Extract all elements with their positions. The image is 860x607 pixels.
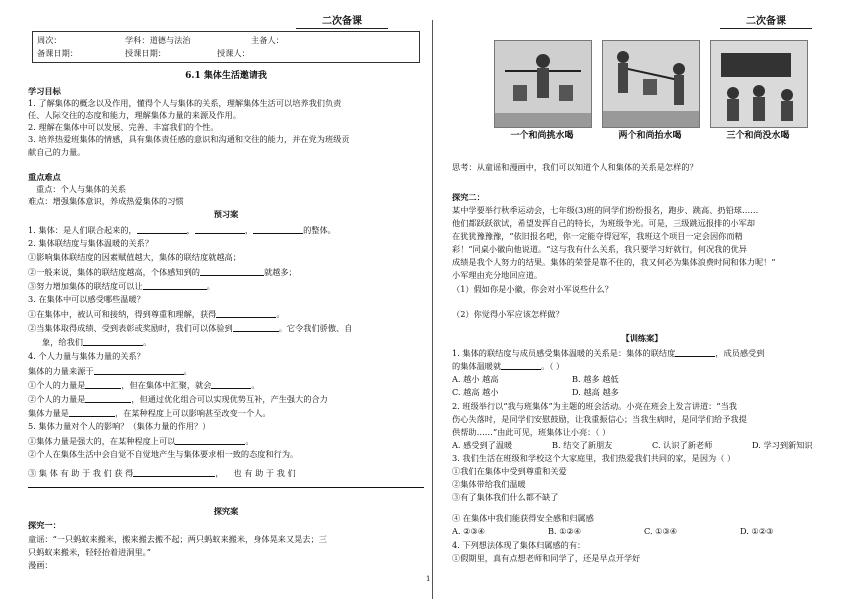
cartoon-three-monks — [710, 40, 808, 128]
blank — [69, 408, 115, 417]
preview-heading: 预习案 — [213, 209, 239, 219]
story-line: 他们都跃跃欲试，希望发挥自己的特长，为班级争光。可是，三级跳远报排的小军却 — [452, 218, 755, 228]
blank — [195, 225, 245, 234]
preview-text: ①在集体中，被认可和接纳，得到尊重和理解，获得 — [28, 308, 217, 319]
option: C. 越高 越小 — [452, 387, 499, 397]
preview-line — [28, 468, 424, 477]
preview-line — [42, 337, 424, 346]
story-line: 彩！”同桌小徽向他说道。“这与我有什么关系，我只要学习好就行，何况我的优异 — [452, 244, 747, 254]
three-monks-illustration — [711, 41, 807, 127]
question-text: 的集体温暖就 — [452, 360, 502, 371]
preview-text: 2. 集体联结度与集体温暖的关系？ — [28, 238, 154, 248]
story-line: 在犹犹豫豫豫，“依旧报名吧，你一定能夺得冠军，我班这个项目一定会因你而精 — [452, 231, 743, 241]
blank — [675, 348, 715, 357]
teach-date-label: 授课日期： — [125, 48, 166, 58]
question-1: （1）假如你是小徽，你会对小军说些什么？ — [452, 284, 613, 294]
blank — [233, 323, 279, 332]
preview-text: 象，给我们 — [42, 336, 83, 347]
header-label: 二次备课 — [720, 17, 812, 29]
cartoon-caption: 一个和尚挑水喝 — [510, 131, 574, 141]
preview-line — [28, 267, 424, 276]
week-label: 周次： — [37, 35, 62, 45]
explore2-label: 探究二： — [452, 192, 485, 202]
suffix: 。 — [142, 336, 152, 347]
suffix: 。它令我们骄傲、自 — [278, 322, 353, 333]
lesson-title: 6.1 集体生活邀请我 — [185, 71, 267, 81]
preview-text: ①影响集体联结度的因素赋值越大，集体的联结度就越高； — [28, 252, 241, 262]
blank — [216, 309, 276, 318]
t3-line: ①我们在集体中受到尊重和关爱 — [452, 466, 567, 476]
cartoon-two-monks — [602, 40, 700, 128]
blank — [94, 366, 184, 375]
option: D. 越高 越多 — [572, 387, 619, 397]
blank — [501, 361, 541, 370]
preview-text: ②个人在集体生活中会自觉不自觉地产生与集体要求相一致的态度和行为。 — [28, 449, 299, 459]
question-text: ，成员感受到 — [715, 347, 765, 358]
preview-line — [28, 309, 424, 318]
author-label: 主备人： — [251, 35, 284, 45]
preview-text: 集体力量是 — [28, 407, 69, 418]
option: B. ①②④ — [548, 526, 582, 536]
goal-line: 献自己的力量。 — [28, 147, 86, 157]
option: B. 越多 越低 — [572, 374, 619, 384]
blank — [175, 436, 245, 445]
info-box — [32, 31, 420, 63]
t3-line: ②集体带给我们温暖 — [452, 479, 526, 489]
difficulty: 难点：增强集体意识，养成热爱集体的习惯 — [28, 196, 184, 206]
question-text: 。（ ） — [541, 360, 565, 371]
comma: ， — [186, 224, 195, 235]
suffix: 。 — [183, 365, 192, 376]
teacher-label: 授课人： — [217, 48, 250, 58]
cartoon-one-monk — [494, 40, 592, 128]
preview-line — [28, 366, 424, 375]
right-column — [452, 0, 832, 607]
preview-line — [28, 394, 424, 403]
blank — [85, 380, 121, 389]
t3-line: ④ 在集体中我们能获得安全感和归属感 — [452, 513, 594, 523]
blank — [200, 267, 264, 276]
blank — [253, 225, 303, 234]
two-monks-illustration — [603, 41, 699, 127]
suffix: ，但通过优化组合可以实现优势互补，产生强大的合力 — [131, 393, 328, 404]
story-line: 成绩是我个人努力的结果。集体的荣誉是靠不住的，我又何必为集体浪费时间和体力呢！” — [452, 257, 776, 267]
header-label: 二次备课 — [296, 17, 388, 29]
option: A. 感受到了温暖 — [452, 440, 513, 450]
preview-text: ①个人的力量是 — [28, 379, 86, 390]
question-2: （2）你觉得小军应该怎样做？ — [452, 309, 564, 319]
goal-line: 任、人际交往的态度和能力，理解集体力量的来源及作用。 — [28, 110, 241, 120]
t1-line — [452, 348, 832, 357]
preview-text: ③努力增加集体的联结度可以让 — [28, 280, 143, 291]
preview-text: 也 有 助 于 我 们 — [233, 467, 296, 478]
blank — [85, 394, 131, 403]
page-number: 1 — [426, 575, 431, 583]
preview-line — [28, 380, 424, 389]
suffix: ，但在集体中汇聚，就会 — [121, 379, 212, 390]
cartoon-caption: 三个和尚没水喝 — [726, 131, 790, 141]
suffix: 。 — [245, 435, 254, 446]
preview-text: 5. 集体力量对个人的影响？（集体力量的作用？） — [28, 421, 211, 431]
preview-text: 4. 个人力量与集体力量的关系？ — [28, 351, 145, 361]
ballad-line: 童谣：“一只蚂蚁来搬米，搬来搬去搬不起；两只蚂蚁来搬米，身体晃来又晃去；三 — [28, 534, 327, 544]
t1-line — [452, 361, 832, 370]
think-question: 思考：从童谣和漫画中，我们可以知道个人和集体的关系是怎样的？ — [452, 162, 698, 172]
t3-line: ③有了集体我们什么都不缺了 — [452, 492, 559, 502]
goals-heading: 学习目标 — [28, 86, 61, 96]
preview-q1 — [28, 225, 424, 234]
suffix: ，在某种程度上可以影响甚至改变一个人。 — [114, 407, 271, 418]
option: A. 越小 越高 — [452, 374, 499, 384]
explore-heading: 探究案 — [213, 506, 239, 516]
suffix: 就越多； — [263, 266, 297, 277]
blank — [143, 281, 207, 290]
option: C. ①③④ — [644, 526, 678, 536]
goal-line: 1. 了解集体的概念以及作用，懂得个人与集体的关系，理解集体生活可以培养我们负责 — [28, 98, 342, 108]
left-column — [28, 0, 424, 607]
t2-line: 伤心失落时，是同学们安慰鼓励，让我重振信心；当我生病时，是同学们给予我提 — [452, 414, 747, 424]
suffix: 。 — [251, 379, 260, 390]
subject-label: 学科：道德与法治 — [125, 35, 191, 45]
key-point: 重点：个人与集体的关系 — [36, 184, 127, 194]
t2-line: 供帮助……”由此可见，班集体让小亮：（ ） — [452, 427, 611, 437]
preview-text: 3. 在集体中可以感受哪些温暖？ — [28, 294, 145, 304]
preview-text: ③ 集 体 有 助 于 我 们 获 得 — [28, 467, 134, 478]
preview-line — [28, 281, 424, 290]
story-line: 某中学要举行秋季运动会，七年级(3)班的同学们纷纷报名，跑步、跳高、扔铅球…… — [452, 205, 759, 215]
preview-text: ②一般来说，集体的联结度越高，个体感知到的 — [28, 266, 200, 277]
train-heading: 【训练案】 — [621, 333, 663, 343]
suffix: 。 — [206, 280, 215, 291]
comic-label: 漫画： — [28, 560, 53, 570]
t4-line: ①假期里，真有点想老师和同学了，还是早点开学好 — [452, 553, 641, 563]
option: A. ②③④ — [452, 526, 486, 536]
prep-date-label: 备课日期： — [37, 48, 78, 58]
suffix: 。 — [276, 308, 285, 319]
blank — [28, 479, 424, 488]
preview-text: ②个人的力量是 — [28, 393, 86, 404]
explore1-label: 探究一： — [28, 520, 61, 530]
option: D. ①②③ — [740, 526, 774, 536]
preview-text: ②当集体取得成绩、受到表彰或奖励时，我们可以体验到 — [28, 322, 233, 333]
suffix: 的整体。 — [303, 224, 336, 235]
blank — [83, 337, 143, 346]
option: D. 学习到新知识 — [752, 440, 813, 450]
key-heading: 重点难点 — [28, 172, 61, 182]
goal-line: 2. 理解在集体中可以发展、完善、丰富我们的个性。 — [28, 122, 219, 132]
blank — [133, 468, 215, 477]
preview-text: 集体的力量来源于 — [28, 365, 94, 376]
story-line: 小军理由充分地回应道。 — [452, 270, 543, 280]
ballad-line: 只蚂蚁来搬米，轻轻抬着进洞里。” — [28, 547, 151, 557]
preview-line — [28, 408, 424, 417]
suffix: ， — [215, 467, 224, 478]
option: C. 认识了新老师 — [652, 440, 713, 450]
answer-line — [28, 479, 424, 488]
blank — [211, 380, 251, 389]
preview-line — [28, 436, 424, 445]
t2-line: 2. 班级举行以“我与班集体”为主题的班会活动。小亮在班会上发言讲道：“当我 — [452, 401, 737, 411]
t4-line: 4. 下列想法体现了集体归属感的有： — [452, 540, 586, 550]
column-divider — [432, 20, 433, 599]
goal-line: 3. 培养热爱班集体的情感，具有集体责任感的意识和沟通和交往的能力，并在党为班级贡 — [28, 134, 350, 144]
question-text: 1. 集体的联结度与成员感受集体温暖的关系是：集体的联结度 — [452, 347, 676, 358]
comma: ， — [244, 224, 254, 235]
preview-text: ①集体力量是强大的，在某种程度上可以 — [28, 435, 176, 446]
preview-line — [28, 323, 424, 332]
cartoon-caption: 两个和尚抬水喝 — [618, 131, 682, 141]
option: B. 结交了新朋友 — [552, 440, 613, 450]
preview-text: 1. 集体：是人们联合起来的， — [28, 224, 137, 235]
one-monk-illustration — [495, 41, 591, 127]
blank — [137, 225, 187, 234]
t3-line: 3. 我们生活在班级和学校这个大家庭里，我们热爱我们共同的家，是因为（ ） — [452, 453, 736, 463]
